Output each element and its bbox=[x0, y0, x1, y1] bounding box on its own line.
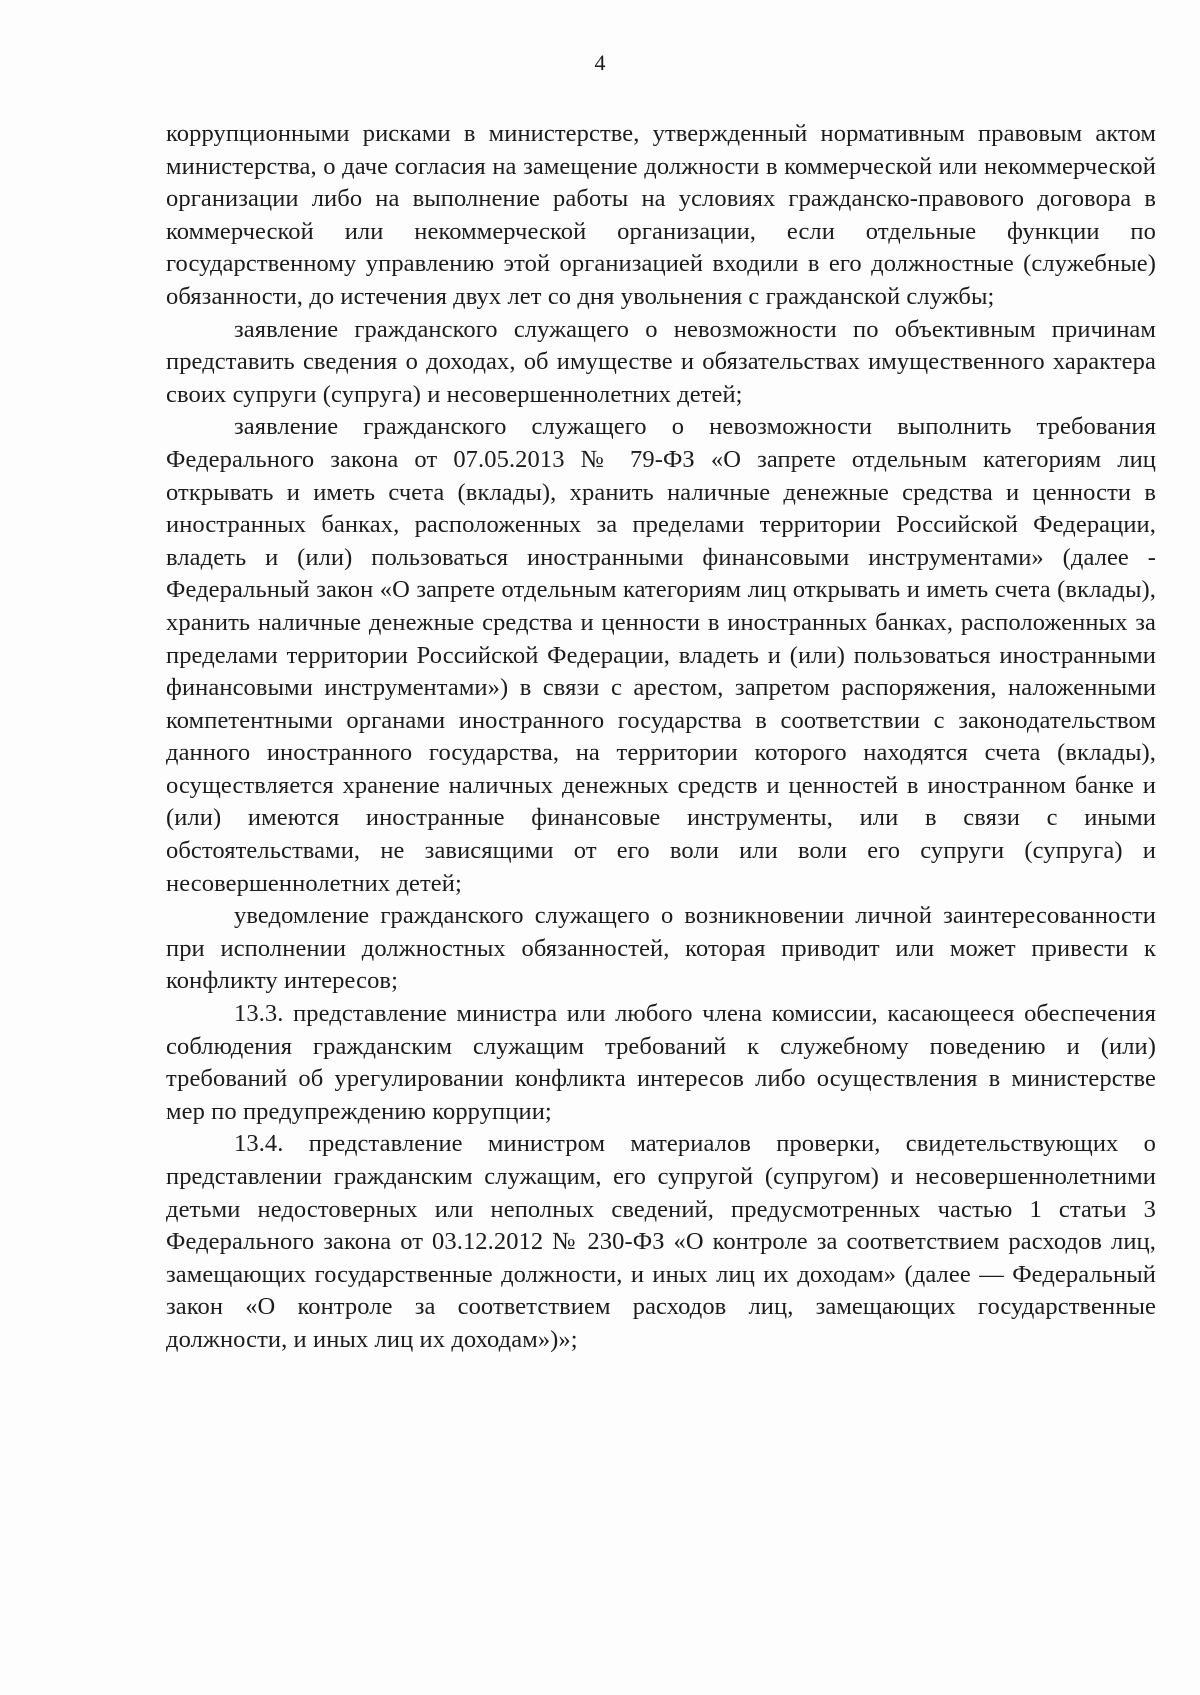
paragraph-notice-conflict-of-interest: уведомление гражданского служащего о возникновении личной заинтересованности при исполнении должностных обязанностей, которая приводит или может привести к конфликту интересов; bbox=[166, 902, 1156, 995]
paragraph-statement-income-info: заявление гражданского служащего о невозможности по объективным причинам представить сведения о доходах, об имуществе и обязательствах имущественного характера своих супруги (супруга) и несовершеннолетних детей; bbox=[166, 315, 1156, 408]
page-number: 4 bbox=[594, 50, 606, 75]
paragraph-item-13-3: 13.3. представление министра или любого члена комиссии, касающееся обеспечения соблюдения гражданским служащим требований к служебному поведению и (или) требований об урегулировании конфликта интересов либо осуществления в министерстве мер по предупреждению коррупции; bbox=[166, 1000, 1156, 1125]
paragraph-statement-foreign-accounts: заявление гражданского служащего о невозможности выполнить требования Федерального закона от 07.05.2013 № 79-ФЗ «О запрете отдельным категориям лиц открывать и иметь счета (вклады), хранить наличные денежные средства и ценности в иностранных банках, расположенных за пределами территории Российской Федерации, владеть и (или) пользоваться иностранными финансовыми инструментами» (далее - Федеральный закон «О запрете отдельным категориям лиц открывать и иметь счета (вклады), хранить наличные денежные средства и ценности в иностранных банках, расположенных за пределами территории Российской Федерации, владеть и (или) пользоваться иностранными финансовыми инструментами») в связи с арестом, запретом распоряжения, наложенными компетентными органами иностранного государства в соответствии с законодательством данного иностранного государства, на территории которого находятся счета (вклады), осуществляется хранение наличных денежных средств и ценностей в иностранном банке и (или) имеются иностранные финансовые инструменты, или в связи с иными обстоятельствами, не зависящими от его воли или воли его супруги (супруга) и несовершеннолетних детей; bbox=[166, 413, 1156, 897]
document-body bbox=[166, 118, 1156, 1357]
paragraph-continuation: коррупционными рисками в министерстве, утвержденный нормативным правовым актом министерства, о даче согласия на замещение должности в коммерческой или некоммерческой организации либо на выполнение работы на условиях гражданско-правового договора в коммерческой или некоммерческой организации, если отдельные функции по государственному управлению этой организацией входили в его должностные (служебные) обязанности, до истечения двух лет со дня увольнения с гражданской службы; bbox=[166, 120, 1156, 310]
paragraph-item-13-4: 13.4. представление министром материалов проверки, свидетельствующих о представлении гражданским служащим, его супругой (супругом) и несовершеннолетними детьми недостоверных или неполных сведений, предусмотренных частью 1 статьи 3 Федерального закона от 03.12.2012 № 230-ФЗ «О контроле за соответствием расходов лиц, замещающих государственные должности, и иных лиц их доходам» (далее — Федеральный закон «О контроле за соответствием расходов лиц, замещающих государственные должности, и иных лиц их доходам»)»; bbox=[166, 1130, 1156, 1353]
